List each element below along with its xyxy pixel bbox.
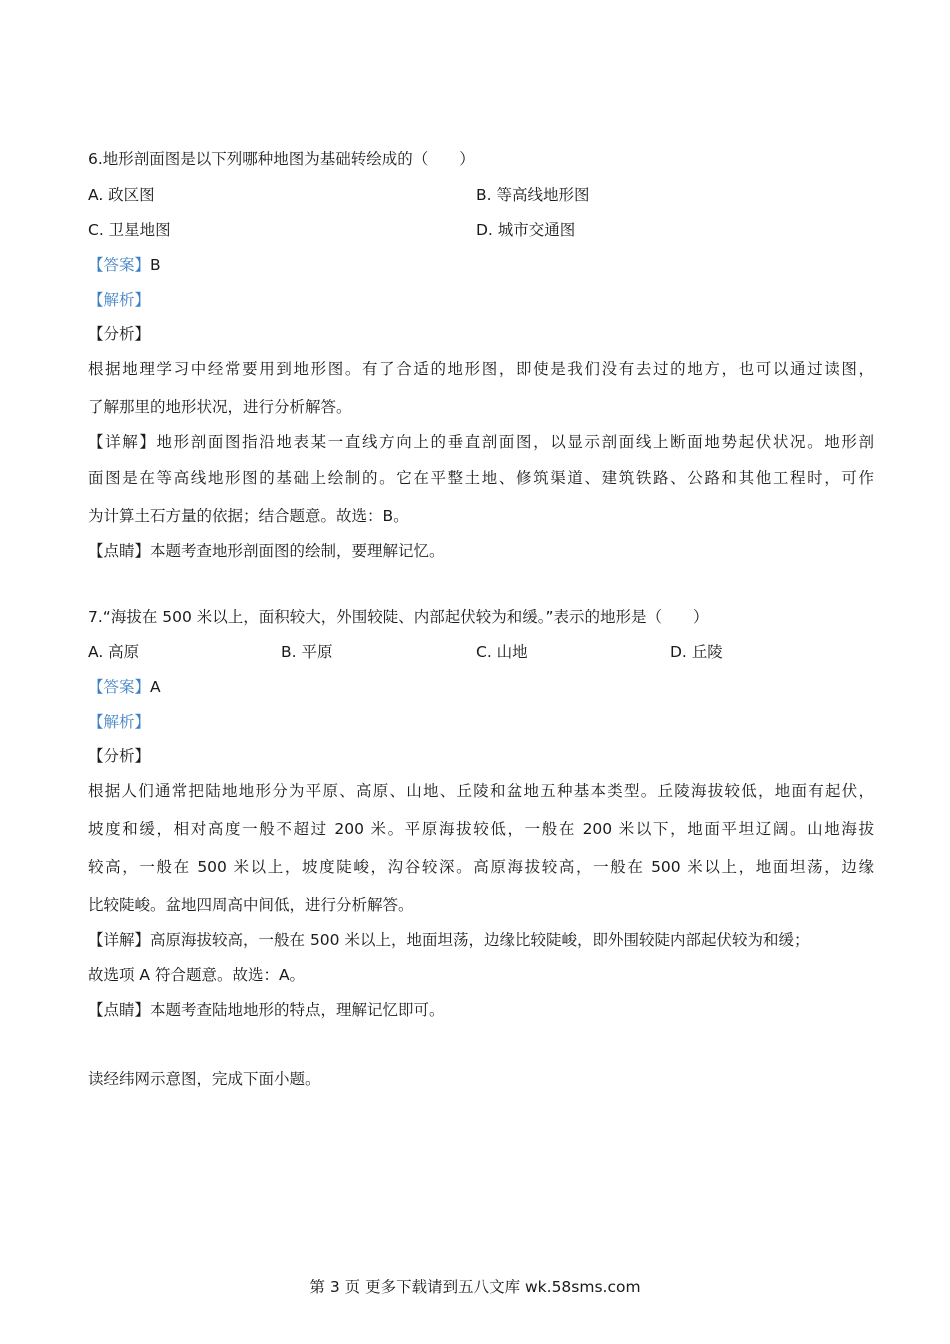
next-section-intro: 读经纬网示意图，完成下面小题。	[88, 1070, 321, 1088]
q7-option-b: B. 平原	[281, 643, 333, 661]
q7-dianjing-text: 本题考查陆地地形的特点，理解记忆即可。	[150, 1001, 445, 1019]
q7-option-c: C. 山地	[476, 643, 528, 661]
q6-xiangjie-line-3: 为计算土石方量的依据；结合题意。故选：B。	[88, 507, 409, 525]
q7-fenxi-line-3: 较高，一般在 500 米以上，坡度陡峻，沟谷较深。高原海拔较高，一般在 500 米以上，地面坦荡，边缘	[88, 858, 874, 876]
q6-answer-tag: 【答案】	[88, 256, 151, 274]
q7-answer-tag: 【答案】	[88, 678, 151, 696]
q7-xiangjie	[88, 929, 809, 951]
q6-jiexi-tag: 【解析】	[88, 291, 151, 309]
q6-question: 6.地形剖面图是以下列哪种地图为基础转绘成的（ ）	[88, 150, 475, 168]
q7-option-a: A. 高原	[88, 643, 140, 661]
q6-answer	[88, 254, 161, 276]
q6-answer-value: B	[150, 256, 161, 274]
q7-fenxi-line-4: 比较陡峻。盆地四周高中间低，进行分析解答。	[88, 896, 414, 914]
q6-dianjing-tag: 【点睛】	[88, 542, 151, 560]
q6-fenxi-line-2: 了解那里的地形状况，进行分析解答。	[88, 398, 352, 416]
q6-xiangjie-line-2: 面图是在等高线地形图的基础上绘制的。它在平整土地、修筑渠道、建筑铁路、公路和其他工程时，可作	[88, 469, 874, 487]
q6-option-a: A. 政区图	[88, 186, 155, 204]
q6-dianjing-text: 本题考查地形剖面图的绘制，要理解记忆。	[150, 542, 445, 560]
q7-xiangjie-line-2: 故选项 A 符合题意。故选：A。	[88, 966, 306, 984]
q6-option-c: C. 卫星地图	[88, 221, 171, 239]
q7-xiangjie-line-1: 高原海拔较高，一般在 500 米以上，地面坦荡，边缘比较陡峻，即外围较陡内部起伏较为和缓；	[150, 931, 810, 949]
page-footer: 第 3 页 更多下载请到五八文库 wk.58sms.com	[309, 1278, 641, 1296]
q6-option-d: D. 城市交通图	[476, 221, 576, 239]
q7-xiangjie-tag: 【详解】	[88, 931, 151, 949]
q6-fenxi-tag: 【分析】	[88, 325, 151, 343]
q6-fenxi-line-1: 根据地理学习中经常要用到地形图。有了合适的地形图，即使是我们没有去过的地方，也可以通过读图，	[88, 360, 874, 378]
q7-answer	[88, 676, 161, 698]
q6-xiangjie	[88, 431, 874, 453]
q7-fenxi-line-2: 坡度和缓，相对高度一般不超过 200 米。平原海拔较低，一般在 200 米以下，地面平坦辽阔。山地海拔	[88, 820, 874, 838]
q7-dianjing-tag: 【点睛】	[88, 1001, 151, 1019]
q7-fenxi-tag: 【分析】	[88, 747, 151, 765]
q7-fenxi-line-1: 根据人们通常把陆地地形分为平原、高原、山地、丘陵和盆地五种基本类型。丘陵海拔较低，地面有起伏，	[88, 782, 874, 800]
q6-dianjing	[88, 540, 445, 562]
q7-dianjing	[88, 999, 445, 1021]
q7-question: 7.“海拔在 500 米以上，面积较大，外围较陡、内部起伏较为和缓。”表示的地形是（ ）	[88, 608, 709, 626]
q6-xiangjie-tag: 【详解】	[88, 433, 157, 451]
q7-jiexi-tag: 【解析】	[88, 713, 151, 731]
q6-xiangjie-line-1: 地形剖面图指沿地表某一直线方向上的垂直剖面图，以显示剖面线上断面地势起伏状况。地形剖	[156, 433, 874, 451]
q7-answer-value: A	[150, 678, 161, 696]
q6-option-b: B. 等高线地形图	[476, 186, 590, 204]
q7-option-d: D. 丘陵	[670, 643, 723, 661]
